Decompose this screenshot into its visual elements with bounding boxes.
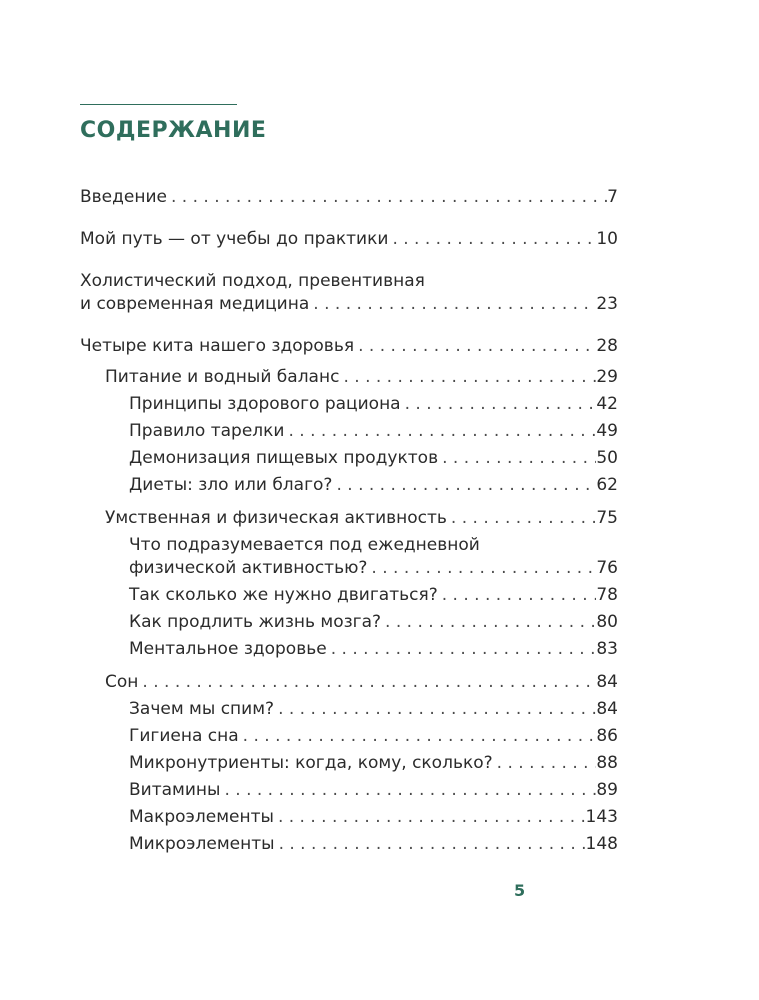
toc-entry-page: 80 [596, 612, 618, 632]
toc-leader-dots [354, 335, 596, 358]
toc-entry-page: 50 [596, 448, 618, 468]
toc-entry-page: 86 [596, 726, 618, 746]
toc-entry-label: Ментальное здоровье [129, 639, 327, 659]
toc-entry-page: 49 [596, 421, 618, 441]
toc-entry-page: 89 [596, 780, 618, 800]
toc-entry-label: Так сколько же нужно двигаться? [129, 585, 438, 605]
toc-entry-label: физической активностью? [129, 558, 368, 578]
toc-entry-page: 42 [596, 394, 618, 414]
toc-entry-page: 75 [596, 508, 618, 528]
toc-entry-page: 76 [596, 558, 618, 578]
toc-leader-dots [274, 698, 596, 721]
toc-entry-label: Макроэлементы [129, 807, 274, 827]
toc-entry-holistic-approach[interactable] [80, 270, 618, 316]
toc-entry-introduction[interactable] [80, 186, 618, 209]
toc-leader-dots [493, 752, 597, 775]
toc-leader-dots [274, 806, 586, 829]
toc-leader-dots [220, 779, 596, 802]
toc-entry-diets[interactable] [129, 474, 618, 497]
toc-entry-micronutrients[interactable] [129, 752, 618, 775]
toc-entry-page: 29 [596, 367, 618, 387]
toc-entry-label: Диеты: зло или благо? [129, 475, 333, 495]
toc-leader-dots [438, 447, 596, 470]
toc-entry-page: 84 [596, 699, 618, 719]
toc-entry-page: 143 [585, 807, 618, 827]
toc-entry-label: Сон [105, 672, 139, 692]
toc-entry-healthy-diet[interactable] [129, 393, 618, 416]
toc-entry-label: Витамины [129, 780, 221, 800]
toc-entry-label-line1: Холистический подход, превентивная [80, 271, 425, 291]
toc-entry-sleep-hygiene[interactable] [129, 725, 618, 748]
toc-entry-page: 88 [596, 753, 618, 773]
toc-entry-mental-physical-activity[interactable] [105, 507, 618, 530]
toc-entry-label: Принципы здорового рациона [129, 394, 401, 414]
toc-entry-four-pillars[interactable] [80, 335, 618, 358]
toc-entry-sleep[interactable] [105, 671, 618, 694]
toc-entry-label: Мой путь — от учебы до практики [80, 229, 389, 249]
toc-entry-page: 62 [596, 475, 618, 495]
toc-entry-page: 83 [596, 639, 618, 659]
toc-entry-mental-health[interactable] [129, 638, 618, 661]
toc-entry-label: Зачем мы спим? [129, 699, 275, 719]
toc-leader-dots [339, 366, 596, 389]
toc-entry-label: Умственная и физическая активность [105, 508, 447, 528]
toc-leader-dots [284, 420, 596, 443]
toc-leader-dots [367, 557, 596, 580]
toc-leader-dots [327, 638, 597, 661]
toc-entry-label: Микроэлементы [129, 834, 275, 854]
toc-entry-daily-activity[interactable] [129, 534, 618, 580]
toc-entry-label: Как продлить жизнь мозга? [129, 612, 382, 632]
toc-entry-page: 84 [596, 672, 618, 692]
toc-entry-label: Питание и водный баланс [105, 367, 340, 387]
toc-entry-label-line1: Что подразумевается под ежедневной [129, 535, 480, 555]
toc-leader-dots [438, 584, 597, 607]
toc-entry-nutrition[interactable] [105, 366, 618, 389]
heading-rule [80, 104, 237, 105]
toc-leader-dots [309, 293, 596, 316]
toc-leader-dots [239, 725, 597, 748]
toc-entry-microelements[interactable] [129, 833, 618, 856]
toc-leader-dots [388, 228, 596, 251]
toc-entry-page: 10 [596, 229, 618, 249]
toc-leader-dots [275, 833, 586, 856]
toc-entry-label: и современная медицина [80, 294, 310, 314]
toc-leader-dots [332, 474, 596, 497]
toc-entry-food-demonization[interactable] [129, 447, 618, 470]
toc-entry-label: Правило тарелки [129, 421, 285, 441]
toc-entry-label: Гигиена сна [129, 726, 239, 746]
toc-entry-macroelements[interactable] [129, 806, 618, 829]
toc-entry-page: 148 [585, 834, 618, 854]
toc-leader-dots [447, 507, 596, 530]
toc-entry-label: Введение [80, 187, 167, 207]
toc-entry-page: 7 [607, 187, 618, 207]
toc-leader-dots [401, 393, 597, 416]
toc-entry-page: 78 [596, 585, 618, 605]
toc-entry-page: 23 [596, 294, 618, 314]
toc-entry-plate-rule[interactable] [129, 420, 618, 443]
toc-entry-label: Четыре кита нашего здоровья [80, 336, 355, 356]
toc-entry-label: Демонизация пищевых продуктов [129, 448, 439, 468]
toc-entry-label: Микронутриенты: когда, кому, сколько? [129, 753, 493, 773]
page-number: 5 [514, 881, 526, 900]
toc-leader-dots [138, 671, 596, 694]
toc-entry-how-much-move[interactable] [129, 584, 618, 607]
toc-entry-page: 28 [596, 336, 618, 356]
page-title: СОДЕРЖАНИЕ [80, 118, 267, 143]
toc-entry-why-sleep[interactable] [129, 698, 618, 721]
toc-entry-brain-life[interactable] [129, 611, 618, 634]
toc-entry-vitamins[interactable] [129, 779, 618, 802]
table-of-contents [80, 186, 618, 856]
toc-leader-dots [167, 186, 607, 209]
toc-leader-dots [381, 611, 596, 634]
toc-entry-my-path[interactable] [80, 228, 618, 251]
